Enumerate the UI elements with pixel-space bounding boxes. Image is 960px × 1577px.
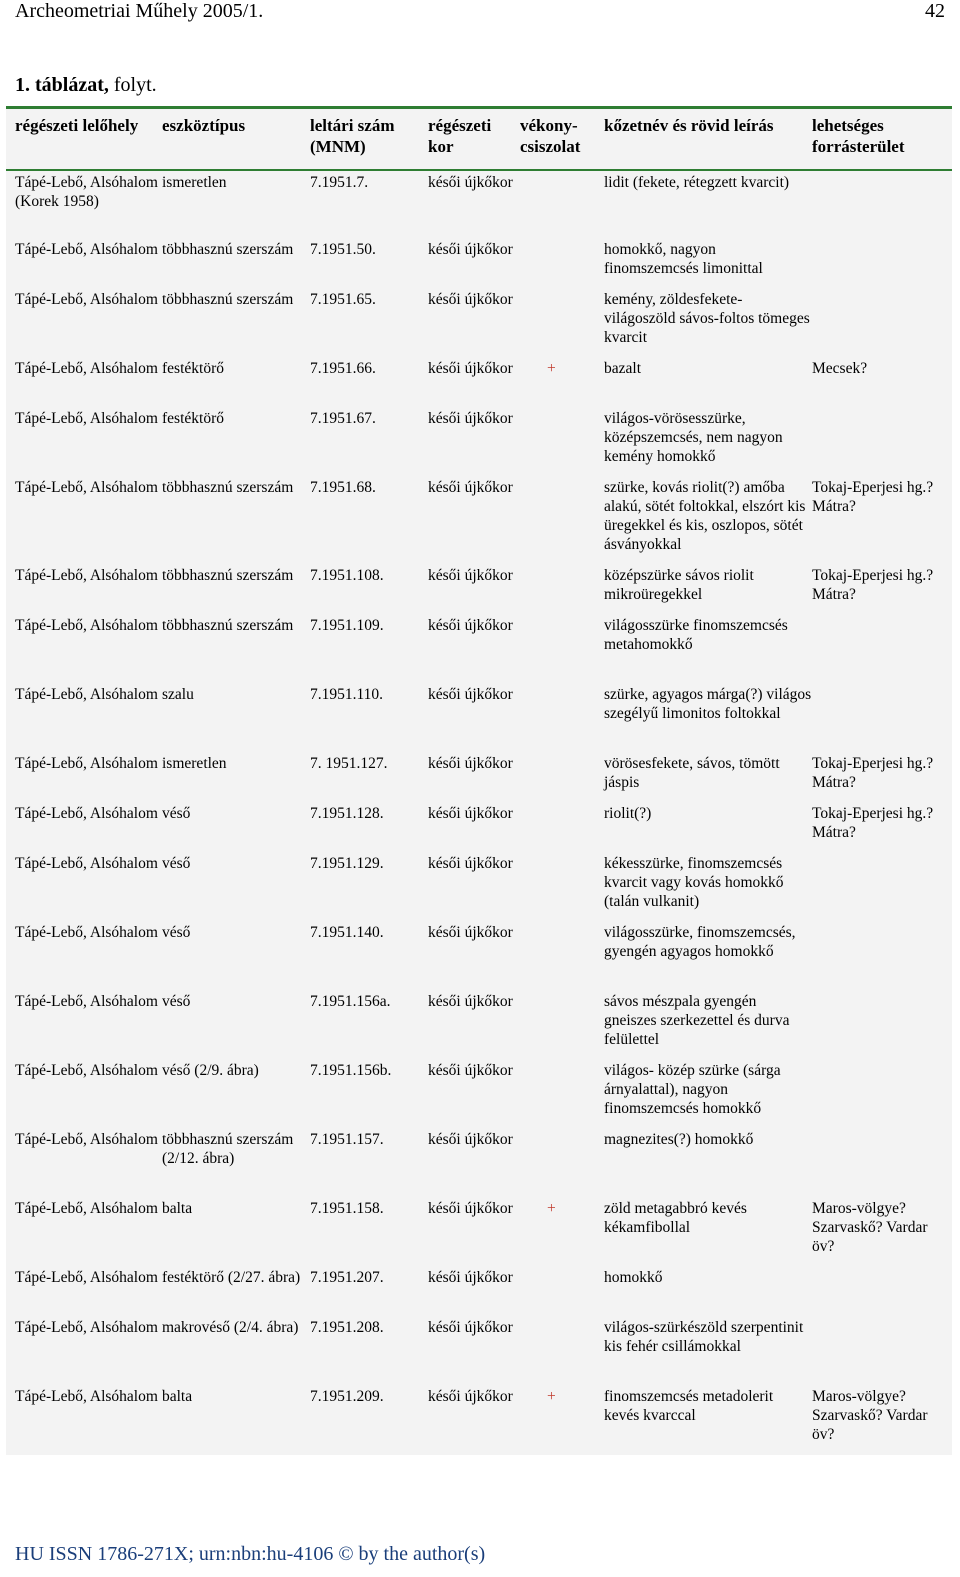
cell-source <box>812 238 952 288</box>
cell-thin-section: + <box>547 1388 556 1405</box>
cell-source <box>812 990 952 1059</box>
cell-source <box>812 170 952 238</box>
cell-age: késői újkőkor <box>428 805 513 822</box>
cell-thin-section <box>520 802 604 852</box>
table-row <box>6 407 952 476</box>
caption-label: 1. táblázat, <box>15 74 109 96</box>
cell-description: zöld metagabbró kevés kékamfibollal <box>604 1200 747 1236</box>
cell-source <box>812 407 952 476</box>
cell-type: véső <box>162 855 191 872</box>
cell-description: kemény, zöldesfekete-világoszöld sávos-foltos tömeges kvarcit <box>604 291 810 346</box>
cell-site: Tápé-Lebő, Alsóhalom <box>15 410 158 427</box>
cell-type: többhasznú szerszám <box>162 567 294 584</box>
cell-description: kékesszürke, finomszemcsés kvarcit vagy kovás homokkő (talán vulkanit) <box>604 855 784 910</box>
cell-age: késői újkőkor <box>428 567 513 584</box>
table-row <box>6 357 952 407</box>
cell-description: világosszürke, finomszemcsés, gyengén agyagos homokkő <box>604 924 796 960</box>
page-number: 42 <box>925 0 945 22</box>
cell-source: Tokaj-Eperjesi hg.? Mátra? <box>812 755 934 791</box>
table-row <box>6 990 952 1059</box>
cell-inventory: 7.1951.110. <box>310 686 384 703</box>
cell-source <box>812 288 952 357</box>
cell-type: többhasznú szerszám <box>162 479 294 496</box>
cell-type: balta <box>162 1388 193 1405</box>
cell-description: szürke, kovás riolit(?) amőba alakú, sötét foltokkal, elszórt kis üregekkel és kis, oszlopos, sötét ásványokkal <box>604 479 806 553</box>
cell-site: Tápé-Lebő, Alsóhalom (Korek 1958) <box>15 174 158 210</box>
cell-type: szalu <box>162 686 194 703</box>
cell-description: lidit (fekete, rétegzett kvarcit) <box>604 174 790 191</box>
cell-type: makrovéső (2/4. ábra) <box>162 1319 299 1336</box>
cell-thin-section <box>520 683 604 752</box>
cell-inventory: 7.1951.108. <box>310 567 384 584</box>
col-header-thin-section: vékony-csiszolat <box>520 116 581 156</box>
cell-age: késői újkőkor <box>428 855 513 872</box>
cell-age: késői újkőkor <box>428 1062 513 1079</box>
table-row <box>6 852 952 921</box>
cell-description: középszürke sávos riolit mikroüregekkel <box>604 567 754 603</box>
table-row <box>6 238 952 288</box>
cell-thin-section <box>520 614 604 683</box>
cell-age: késői újkőkor <box>428 617 513 634</box>
cell-inventory: 7.1951.67. <box>310 410 376 427</box>
cell-type: többhasznú szerszám <box>162 241 294 258</box>
cell-source <box>812 1316 952 1385</box>
cell-source <box>812 921 952 990</box>
table-row <box>6 170 952 238</box>
table-row <box>6 1197 952 1266</box>
table-container <box>6 106 952 1455</box>
cell-age: késői újkőkor <box>428 479 513 496</box>
cell-source: Maros-völgye? Szarvaskő? Vardar öv? <box>812 1388 928 1443</box>
cell-age: késői újkőkor <box>428 1269 513 1286</box>
cell-age: késői újkőkor <box>428 1319 513 1336</box>
cell-description: homokkő <box>604 1269 663 1286</box>
cell-thin-section <box>520 1128 604 1197</box>
rock-table <box>6 109 952 1445</box>
table-row <box>6 1059 952 1128</box>
cell-inventory: 7.1951.158. <box>310 1200 384 1217</box>
cell-inventory: 7.1951.7. <box>310 174 369 191</box>
cell-inventory: 7.1951.65. <box>310 291 376 308</box>
cell-type: balta <box>162 1200 193 1217</box>
cell-thin-section <box>520 407 604 476</box>
cell-inventory: 7.1951.208. <box>310 1319 384 1336</box>
page-header <box>15 0 945 24</box>
cell-type: többhasznú szerszám <box>162 291 294 308</box>
cell-age: késői újkőkor <box>428 1200 513 1217</box>
cell-inventory: 7.1951.109. <box>310 617 384 634</box>
cell-inventory: 7.1951.50. <box>310 241 376 258</box>
cell-type: ismeretlen <box>162 755 227 772</box>
cell-inventory: 7.1951.66. <box>310 360 376 377</box>
cell-site: Tápé-Lebő, Alsóhalom <box>15 617 158 634</box>
cell-thin-section <box>520 476 604 564</box>
cell-age: késői újkőkor <box>428 1131 513 1148</box>
cell-site: Tápé-Lebő, Alsóhalom <box>15 1319 158 1336</box>
cell-site: Tápé-Lebő, Alsóhalom <box>15 755 158 772</box>
cell-age: késői újkőkor <box>428 174 513 191</box>
cell-site: Tápé-Lebő, Alsóhalom <box>15 805 158 822</box>
cell-description: szürke, agyagos márga(?) világos szegélyű limonitos foltokkal <box>604 686 812 722</box>
cell-site: Tápé-Lebő, Alsóhalom <box>15 686 158 703</box>
cell-site: Tápé-Lebő, Alsóhalom <box>15 1131 158 1148</box>
col-header-site: régészeti lelőhely <box>15 116 139 135</box>
cell-type: festéktörő (2/27. ábra) <box>162 1269 301 1286</box>
table-row <box>6 802 952 852</box>
cell-source: Mecsek? <box>812 360 868 377</box>
cell-type: véső <box>162 924 191 941</box>
cell-age: késői újkőkor <box>428 291 513 308</box>
cell-thin-section <box>520 990 604 1059</box>
cell-inventory: 7.1951.129. <box>310 855 384 872</box>
table-row <box>6 752 952 802</box>
table-row <box>6 476 952 564</box>
cell-inventory: 7.1951.140. <box>310 924 384 941</box>
cell-inventory: 7.1951.209. <box>310 1388 384 1405</box>
cell-site: Tápé-Lebő, Alsóhalom <box>15 924 158 941</box>
cell-description: világos-szürkészöld szerpentinit kis fehér csillámokkal <box>604 1319 804 1355</box>
cell-source: Maros-völgye? Szarvaskő? Vardar öv? <box>812 1200 928 1255</box>
cell-source <box>812 852 952 921</box>
cell-thin-section <box>520 1316 604 1385</box>
cell-description: világos- közép szürke (sárga árnyalattal), nagyon finomszemcsés homokkő <box>604 1062 781 1117</box>
cell-source: Tokaj-Eperjesi hg.? Mátra? <box>812 479 934 515</box>
cell-site: Tápé-Lebő, Alsóhalom <box>15 1269 158 1286</box>
col-header-source: lehetséges forrásterület <box>812 116 905 156</box>
cell-site: Tápé-Lebő, Alsóhalom <box>15 1200 158 1217</box>
cell-site: Tápé-Lebő, Alsóhalom <box>15 1062 158 1079</box>
cell-site: Tápé-Lebő, Alsóhalom <box>15 567 158 584</box>
cell-age: késői újkőkor <box>428 360 513 377</box>
table-row <box>6 683 952 752</box>
cell-source <box>812 1266 952 1316</box>
cell-site: Tápé-Lebő, Alsóhalom <box>15 479 158 496</box>
cell-age: késői újkőkor <box>428 755 513 772</box>
table-row <box>6 614 952 683</box>
cell-inventory: 7.1951.68. <box>310 479 376 496</box>
cell-inventory: 7.1951.156a. <box>310 993 391 1010</box>
cell-thin-section <box>520 1059 604 1128</box>
col-header-type: eszköztípus <box>162 116 246 135</box>
cell-site: Tápé-Lebő, Alsóhalom <box>15 1388 158 1405</box>
cell-site: Tápé-Lebő, Alsóhalom <box>15 360 158 377</box>
caption-suffix: folyt. <box>108 74 157 96</box>
cell-type: véső <box>162 993 191 1010</box>
cell-thin-section <box>520 238 604 288</box>
cell-description: sávos mészpala gyengén gneiszes szerkezettel és durva felülettel <box>604 993 790 1048</box>
table-row <box>6 1316 952 1385</box>
cell-age: késői újkőkor <box>428 924 513 941</box>
cell-thin-section <box>520 852 604 921</box>
cell-thin-section <box>520 288 604 357</box>
cell-inventory: 7.1951.157. <box>310 1131 384 1148</box>
cell-type: véső <box>162 805 191 822</box>
cell-source <box>812 614 952 683</box>
cell-site: Tápé-Lebő, Alsóhalom <box>15 241 158 258</box>
cell-type: többhasznú szerszám <box>162 617 294 634</box>
cell-age: késői újkőkor <box>428 993 513 1010</box>
table-header-row <box>6 109 952 170</box>
footer-issn: HU ISSN 1786-271X; urn:nbn:hu-4106 © by the author(s) <box>15 1543 486 1565</box>
cell-inventory: 7.1951.156b. <box>310 1062 392 1079</box>
cell-description: homokkő, nagyon finomszemcsés limonittal <box>604 241 763 277</box>
cell-site: Tápé-Lebő, Alsóhalom <box>15 993 158 1010</box>
cell-description: világosszürke finomszemcsés metahomokkő <box>604 617 788 653</box>
cell-thin-section <box>520 564 604 614</box>
cell-thin-section: + <box>547 1200 556 1217</box>
journal-title: Archeometriai Műhely 2005/1. <box>15 0 264 22</box>
cell-age: késői újkőkor <box>428 1388 513 1405</box>
cell-thin-section <box>520 921 604 990</box>
cell-source: Tokaj-Eperjesi hg.? Mátra? <box>812 805 934 841</box>
cell-thin-section <box>520 752 604 802</box>
cell-age: késői újkőkor <box>428 241 513 258</box>
cell-age: késői újkőkor <box>428 686 513 703</box>
cell-age: késői újkőkor <box>428 410 513 427</box>
cell-source <box>812 1059 952 1128</box>
col-header-age: régészeti kor <box>428 116 492 156</box>
table-caption <box>15 74 157 97</box>
cell-description: világos-vörösesszürke, középszemcsés, nem nagyon kemény homokkő <box>604 410 783 465</box>
cell-inventory: 7.1951.207. <box>310 1269 384 1286</box>
cell-thin-section: + <box>547 360 556 377</box>
cell-source <box>812 683 952 752</box>
cell-description: magnezites(?) homokkő <box>604 1131 754 1148</box>
cell-type: festéktörő <box>162 410 224 427</box>
cell-description: riolit(?) <box>604 805 652 822</box>
cell-thin-section <box>520 1266 604 1316</box>
cell-source <box>812 1128 952 1197</box>
col-header-inventory: leltári szám (MNM) <box>310 116 395 156</box>
cell-description: bazalt <box>604 360 642 377</box>
cell-site: Tápé-Lebő, Alsóhalom <box>15 855 158 872</box>
cell-description: finomszemcsés metadolerit kevés kvarccal <box>604 1388 774 1424</box>
table-row <box>6 288 952 357</box>
table-row <box>6 564 952 614</box>
table-row <box>6 1385 952 1445</box>
cell-type: véső (2/9. ábra) <box>162 1062 259 1079</box>
table-row <box>6 1128 952 1197</box>
table-row <box>6 921 952 990</box>
cell-type: többhasznú szerszám (2/12. ábra) <box>162 1131 294 1167</box>
cell-description: vörösesfekete, sávos, tömött jáspis <box>604 755 780 791</box>
table-row <box>6 1266 952 1316</box>
table-body <box>6 170 952 1445</box>
cell-source: Tokaj-Eperjesi hg.? Mátra? <box>812 567 934 603</box>
cell-site: Tápé-Lebő, Alsóhalom <box>15 291 158 308</box>
cell-type: festéktörő <box>162 360 224 377</box>
col-header-description: kőzetnév és rövid leírás <box>604 116 774 135</box>
cell-thin-section <box>520 170 604 238</box>
cell-inventory: 7.1951.128. <box>310 805 384 822</box>
cell-type: ismeretlen <box>162 174 227 191</box>
cell-inventory: 7. 1951.127. <box>310 755 388 772</box>
